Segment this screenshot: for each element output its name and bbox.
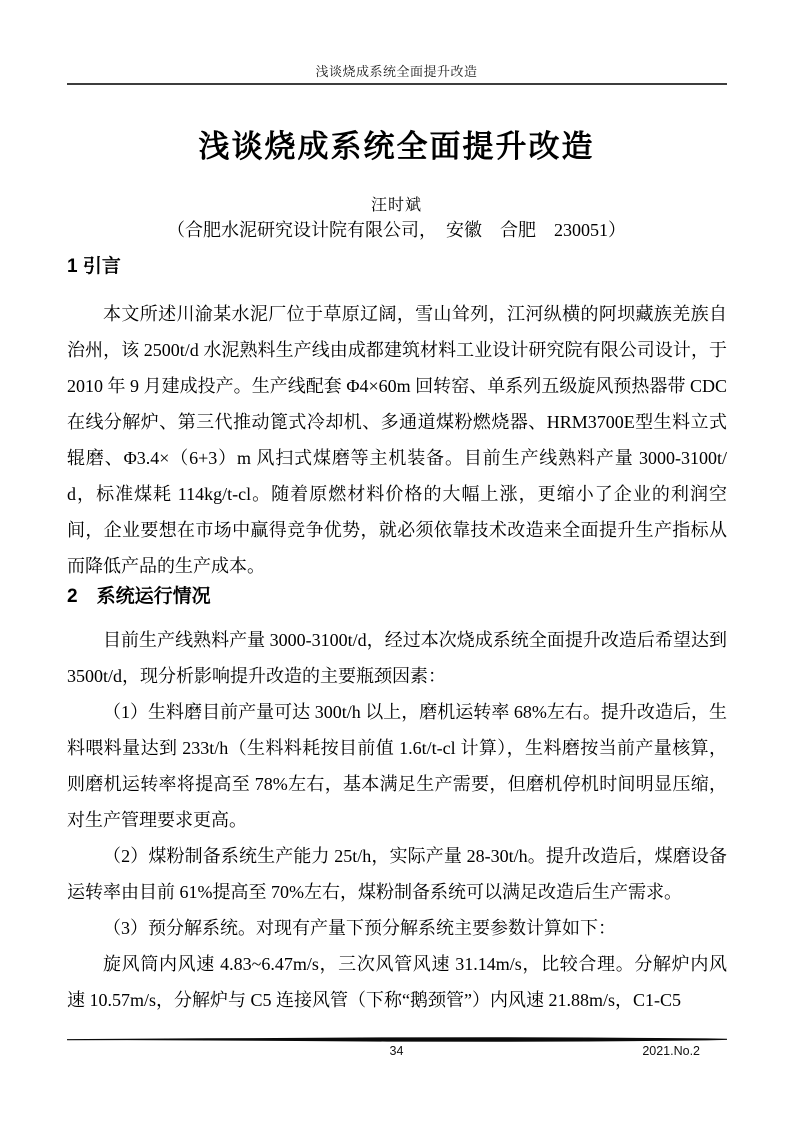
issue-number: 2021.No.2 — [642, 1044, 700, 1058]
article-body — [67, 256, 727, 1018]
running-head: 浅谈烧成系统全面提升改造 — [315, 64, 478, 79]
paragraph: （3）预分解系统。对现有产量下预分解系统主要参数计算如下： — [103, 918, 616, 938]
header-rule — [67, 83, 727, 85]
paragraph: （1）生料磨目前产量可达 300t/h 以上，磨机运转率 68%左右。提升改造后，生料喂料量达到 233t/h（生料料耗按目前值 1.6t/t-cl 计算），生料磨按当前产量核算，则磨机运转率将提高至 78%左右，基本满足生产需要，但磨机停机时间明显压缩，对生产管理要求更高。 — [67, 702, 727, 830]
footer-rule — [67, 1036, 727, 1044]
section-1-heading: 1 引言 — [67, 256, 121, 277]
section-2-heading: 2 系统运行情况 — [67, 586, 211, 607]
paragraph: 本文所述川渝某水泥厂位于草原辽阔，雪山耸列，江河纵横的阿坝藏族羌族自治州，该 2500t/d 水泥熟料生产线由成都建筑材料工业设计研究院有限公司设计，于 2010 年 9 月建成投产。生产线配套 Φ4×60m 回转窑、单系列五级旋风预热器带 CDC 在线分解炉、第三代推动篦式冷却机、多通道煤粉燃烧器、HRM3700E型生料立式辊磨、Φ3.4×（6+3）m 风扫式煤磨等主机装备。目前生产线熟料产量 3000-3100t/d，标准煤耗 114kg/t-cl。随着原燃材料价格的大幅上涨，更缩小了企业的利润空间，企业要想在市场中赢得竞争优势，就必须依靠技术改造来全面提升生产指标从而降低产品的生产成本。 — [67, 304, 727, 576]
page-title: 浅谈烧成系统全面提升改造 — [198, 129, 595, 164]
author-name: 汪时斌 — [370, 197, 422, 214]
paragraph: 旋风筒内风速 4.83~6.47m/s，三次风管风速 31.14m/s，比较合理。分解炉内风速 10.57m/s，分解炉与 C5 连接风管（下称“鹅颈管”）内风速 21.88m/s，C1-C5 — [67, 954, 727, 1010]
paragraph: 目前生产线熟料产量 3000-3100t/d，经过本次烧成系统全面提升改造后希望达到 3500t/d，现分析影响提升改造的主要瓶颈因素： — [67, 630, 727, 686]
page-footer — [0, 1044, 793, 1060]
page-number: 34 — [389, 1044, 404, 1058]
paragraph: （2）煤粉制备系统生产能力 25t/h，实际产量 28-30t/h。提升改造后，煤磨设备运转率由目前 61%提高至 70%左右，煤粉制备系统可以满足改造后生产需求。 — [67, 846, 727, 902]
affiliation: （合肥水泥研究设计院有限公司， 安徽 合肥 230051） — [167, 220, 626, 240]
